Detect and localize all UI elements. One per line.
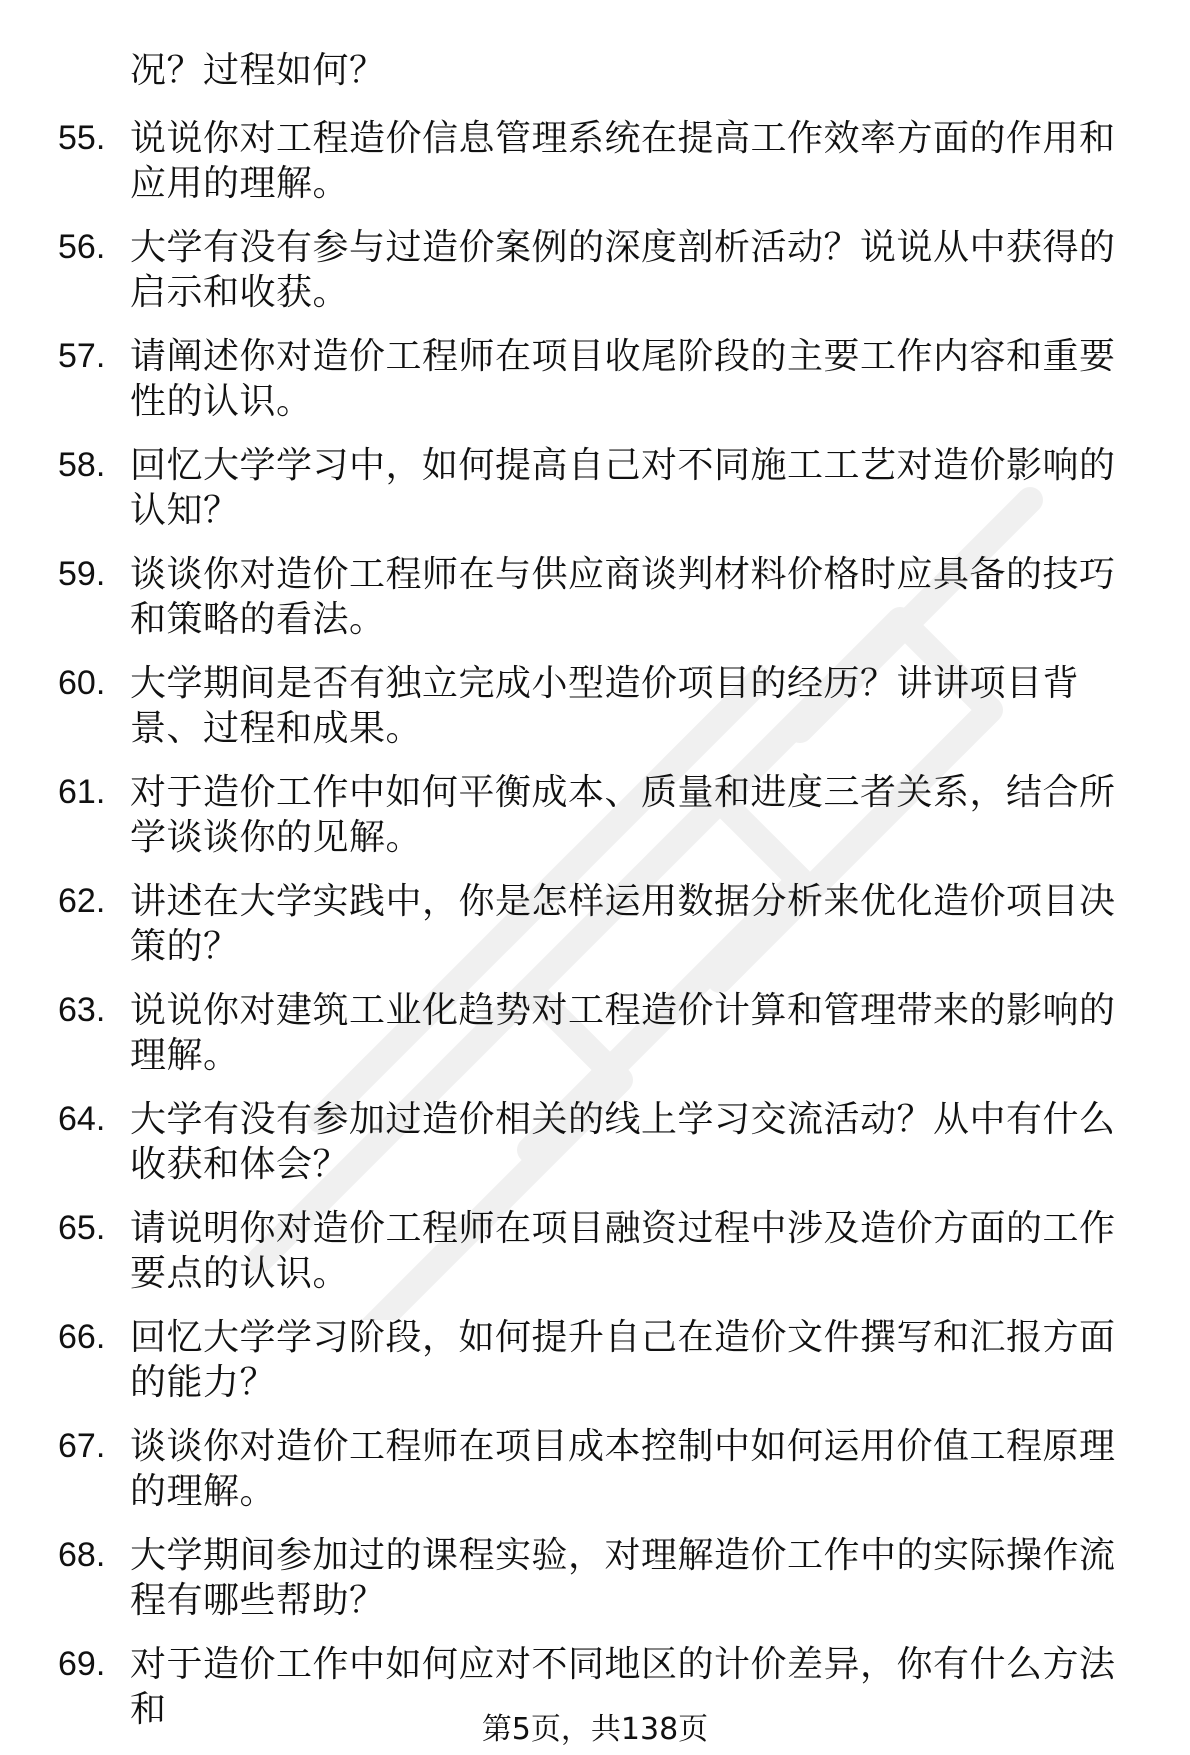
page-footer: [0, 1712, 1190, 1748]
question-text: 谈谈你对造价工程师在与供应商谈判材料价格时应具备的技巧和策略的看法。: [130, 554, 1116, 640]
question-text: 对于造价工作中如何平衡成本、质量和进度三者关系，结合所学谈谈你的见解。: [130, 772, 1116, 858]
question-text: 大学有没有参加过造价相关的线上学习交流活动？从中有什么收获和体会？: [130, 1099, 1116, 1185]
question-text: 对于造价工作中如何应对不同地区的计价差异，你有什么方法和: [130, 1644, 1116, 1730]
question-number: 68.: [58, 1536, 106, 1574]
question-item: [0, 661, 1190, 751]
question-number: 61.: [58, 773, 106, 811]
question-item: [0, 1097, 1190, 1187]
question-text: 回忆大学学习中，如何提高自己对不同施工工艺对造价影响的认知？: [130, 445, 1116, 531]
question-number: 60.: [58, 664, 106, 702]
question-text: 大学期间参加过的课程实验，对理解造价工作中的实际操作流程有哪些帮助？: [130, 1535, 1116, 1621]
question-text: 谈谈你对造价工程师在项目成本控制中如何运用价值工程原理的理解。: [130, 1426, 1116, 1512]
question-text: 请说明你对造价工程师在项目融资过程中涉及造价方面的工作要点的认识。: [130, 1208, 1116, 1294]
question-number: 62.: [58, 882, 106, 920]
question-item: [0, 879, 1190, 969]
question-text: 回忆大学学习阶段，如何提升自己在造价文件撰写和汇报方面的能力？: [130, 1317, 1116, 1403]
question-item: [0, 334, 1190, 424]
question-text: 说说你对建筑工业化趋势对工程造价计算和管理带来的影响的理解。: [130, 990, 1116, 1076]
question-text: 讲述在大学实践中，你是怎样运用数据分析来优化造价项目决策的？: [130, 881, 1116, 967]
question-number: 69.: [58, 1645, 106, 1683]
question-number: 55.: [58, 119, 106, 157]
question-item: [0, 1533, 1190, 1623]
question-number: 66.: [58, 1318, 106, 1356]
continued-question-text: 况？过程如何？: [130, 50, 386, 91]
question-item: [0, 552, 1190, 642]
question-item: [0, 116, 1190, 206]
question-number: 59.: [58, 555, 106, 593]
question-item: [0, 225, 1190, 315]
question-number: 67.: [58, 1427, 106, 1465]
page-number-label: 第5页，共138页: [481, 1712, 709, 1747]
question-number: 57.: [58, 337, 106, 375]
question-number: 56.: [58, 228, 106, 266]
question-text: 请阐述你对造价工程师在项目收尾阶段的主要工作内容和重要性的认识。: [130, 336, 1116, 422]
question-item: [0, 1315, 1190, 1405]
document-body: [0, 48, 1190, 1751]
question-text: 大学期间是否有独立完成小型造价项目的经历？讲讲项目背景、过程和成果。: [130, 663, 1080, 749]
question-number: 63.: [58, 991, 106, 1029]
question-item: [0, 770, 1190, 860]
question-number: 64.: [58, 1100, 106, 1138]
question-text: 大学有没有参与过造价案例的深度剖析活动？说说从中获得的启示和收获。: [130, 227, 1116, 313]
question-number: 65.: [58, 1209, 106, 1247]
question-item: [0, 1206, 1190, 1296]
question-number: 58.: [58, 446, 106, 484]
question-item: [0, 443, 1190, 533]
question-item: [0, 1424, 1190, 1514]
question-list: [0, 116, 1190, 1732]
question-text: 说说你对工程造价信息管理系统在提高工作效率方面的作用和应用的理解。: [130, 118, 1116, 204]
question-item: [0, 988, 1190, 1078]
